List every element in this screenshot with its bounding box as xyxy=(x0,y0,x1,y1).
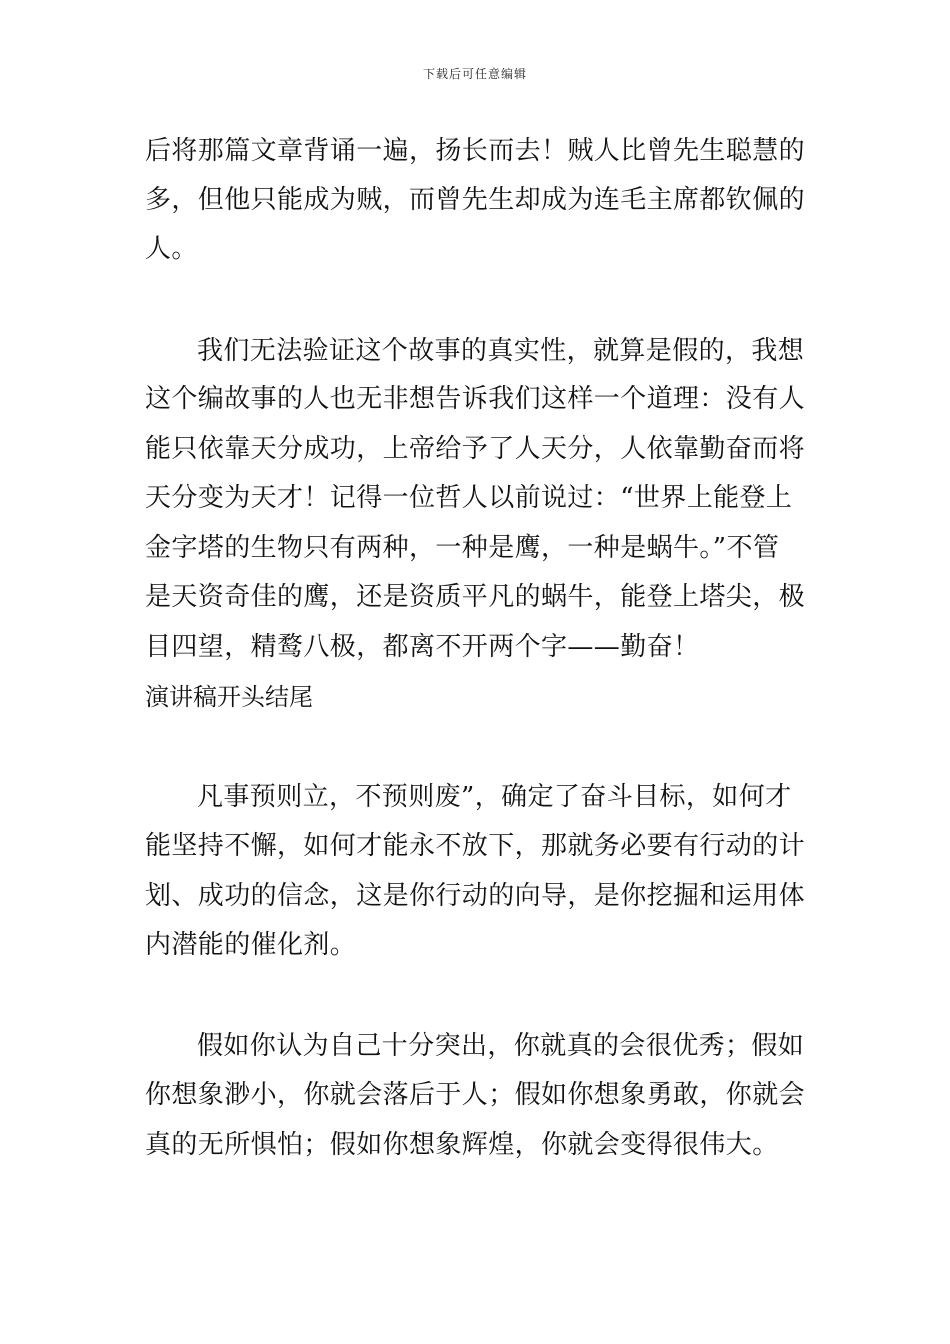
paragraph-line: 后将那篇文章背诵一遍，扬长而去！贼人比曾先生聪慧的 xyxy=(145,136,806,166)
paragraph-line: 假如你认为自己十分突出，你就真的会很优秀；假如 xyxy=(197,1031,805,1061)
paragraph-line: 人。 xyxy=(145,234,198,264)
paragraph-line: 天分变为天才！记得一位哲人以前说过：“世界上能登上 xyxy=(145,483,793,513)
paragraph-line: 这个编故事的人也无非想告诉我们这样一个道理：没有人 xyxy=(145,384,806,414)
paragraph-line: 你想象渺小，你就会落后于人；假如你想象勇敢，你就会 xyxy=(145,1080,806,1110)
paragraph-line: 多，但他只能成为贼，而曾先生却成为连毛主席都钦佩的 xyxy=(145,185,806,215)
page-header: 下载后可任意编辑 xyxy=(422,67,527,81)
paragraph-line: 划、成功的信念，这是你行动的向导，是你挖掘和运用体 xyxy=(145,881,806,911)
paragraph-line: 能坚持不懈，如何才能永不放下，那就务必要有行动的计 xyxy=(145,831,806,861)
paragraph-line: 凡事预则立，不预则废”，确定了奋斗目标，如何才 xyxy=(197,782,792,812)
paragraph-line: 金字塔的生物只有两种，一种是鹰，一种是蜗牛。”不管 xyxy=(145,533,780,563)
paragraph-line: 目四望，精鹜八极，都离不开两个字——勤奋！ xyxy=(145,632,700,662)
paragraph-line: 能只依靠天分成功，上帝给予了人天分，人依靠勤奋而将 xyxy=(145,434,806,464)
paragraph-line: 内潜能的催化剂。 xyxy=(145,930,357,960)
section-heading: 演讲稿开头结尾 xyxy=(145,683,313,711)
paragraph-line: 真的无所惧怕；假如你想象辉煌，你就会变得很伟大。 xyxy=(145,1130,779,1160)
paragraph-line: 是天资奇佳的鹰，还是资质平凡的蜗牛，能登上塔尖，极 xyxy=(145,582,806,612)
paragraph-line: 我们无法验证这个故事的真实性，就算是假的，我想 xyxy=(197,336,805,366)
